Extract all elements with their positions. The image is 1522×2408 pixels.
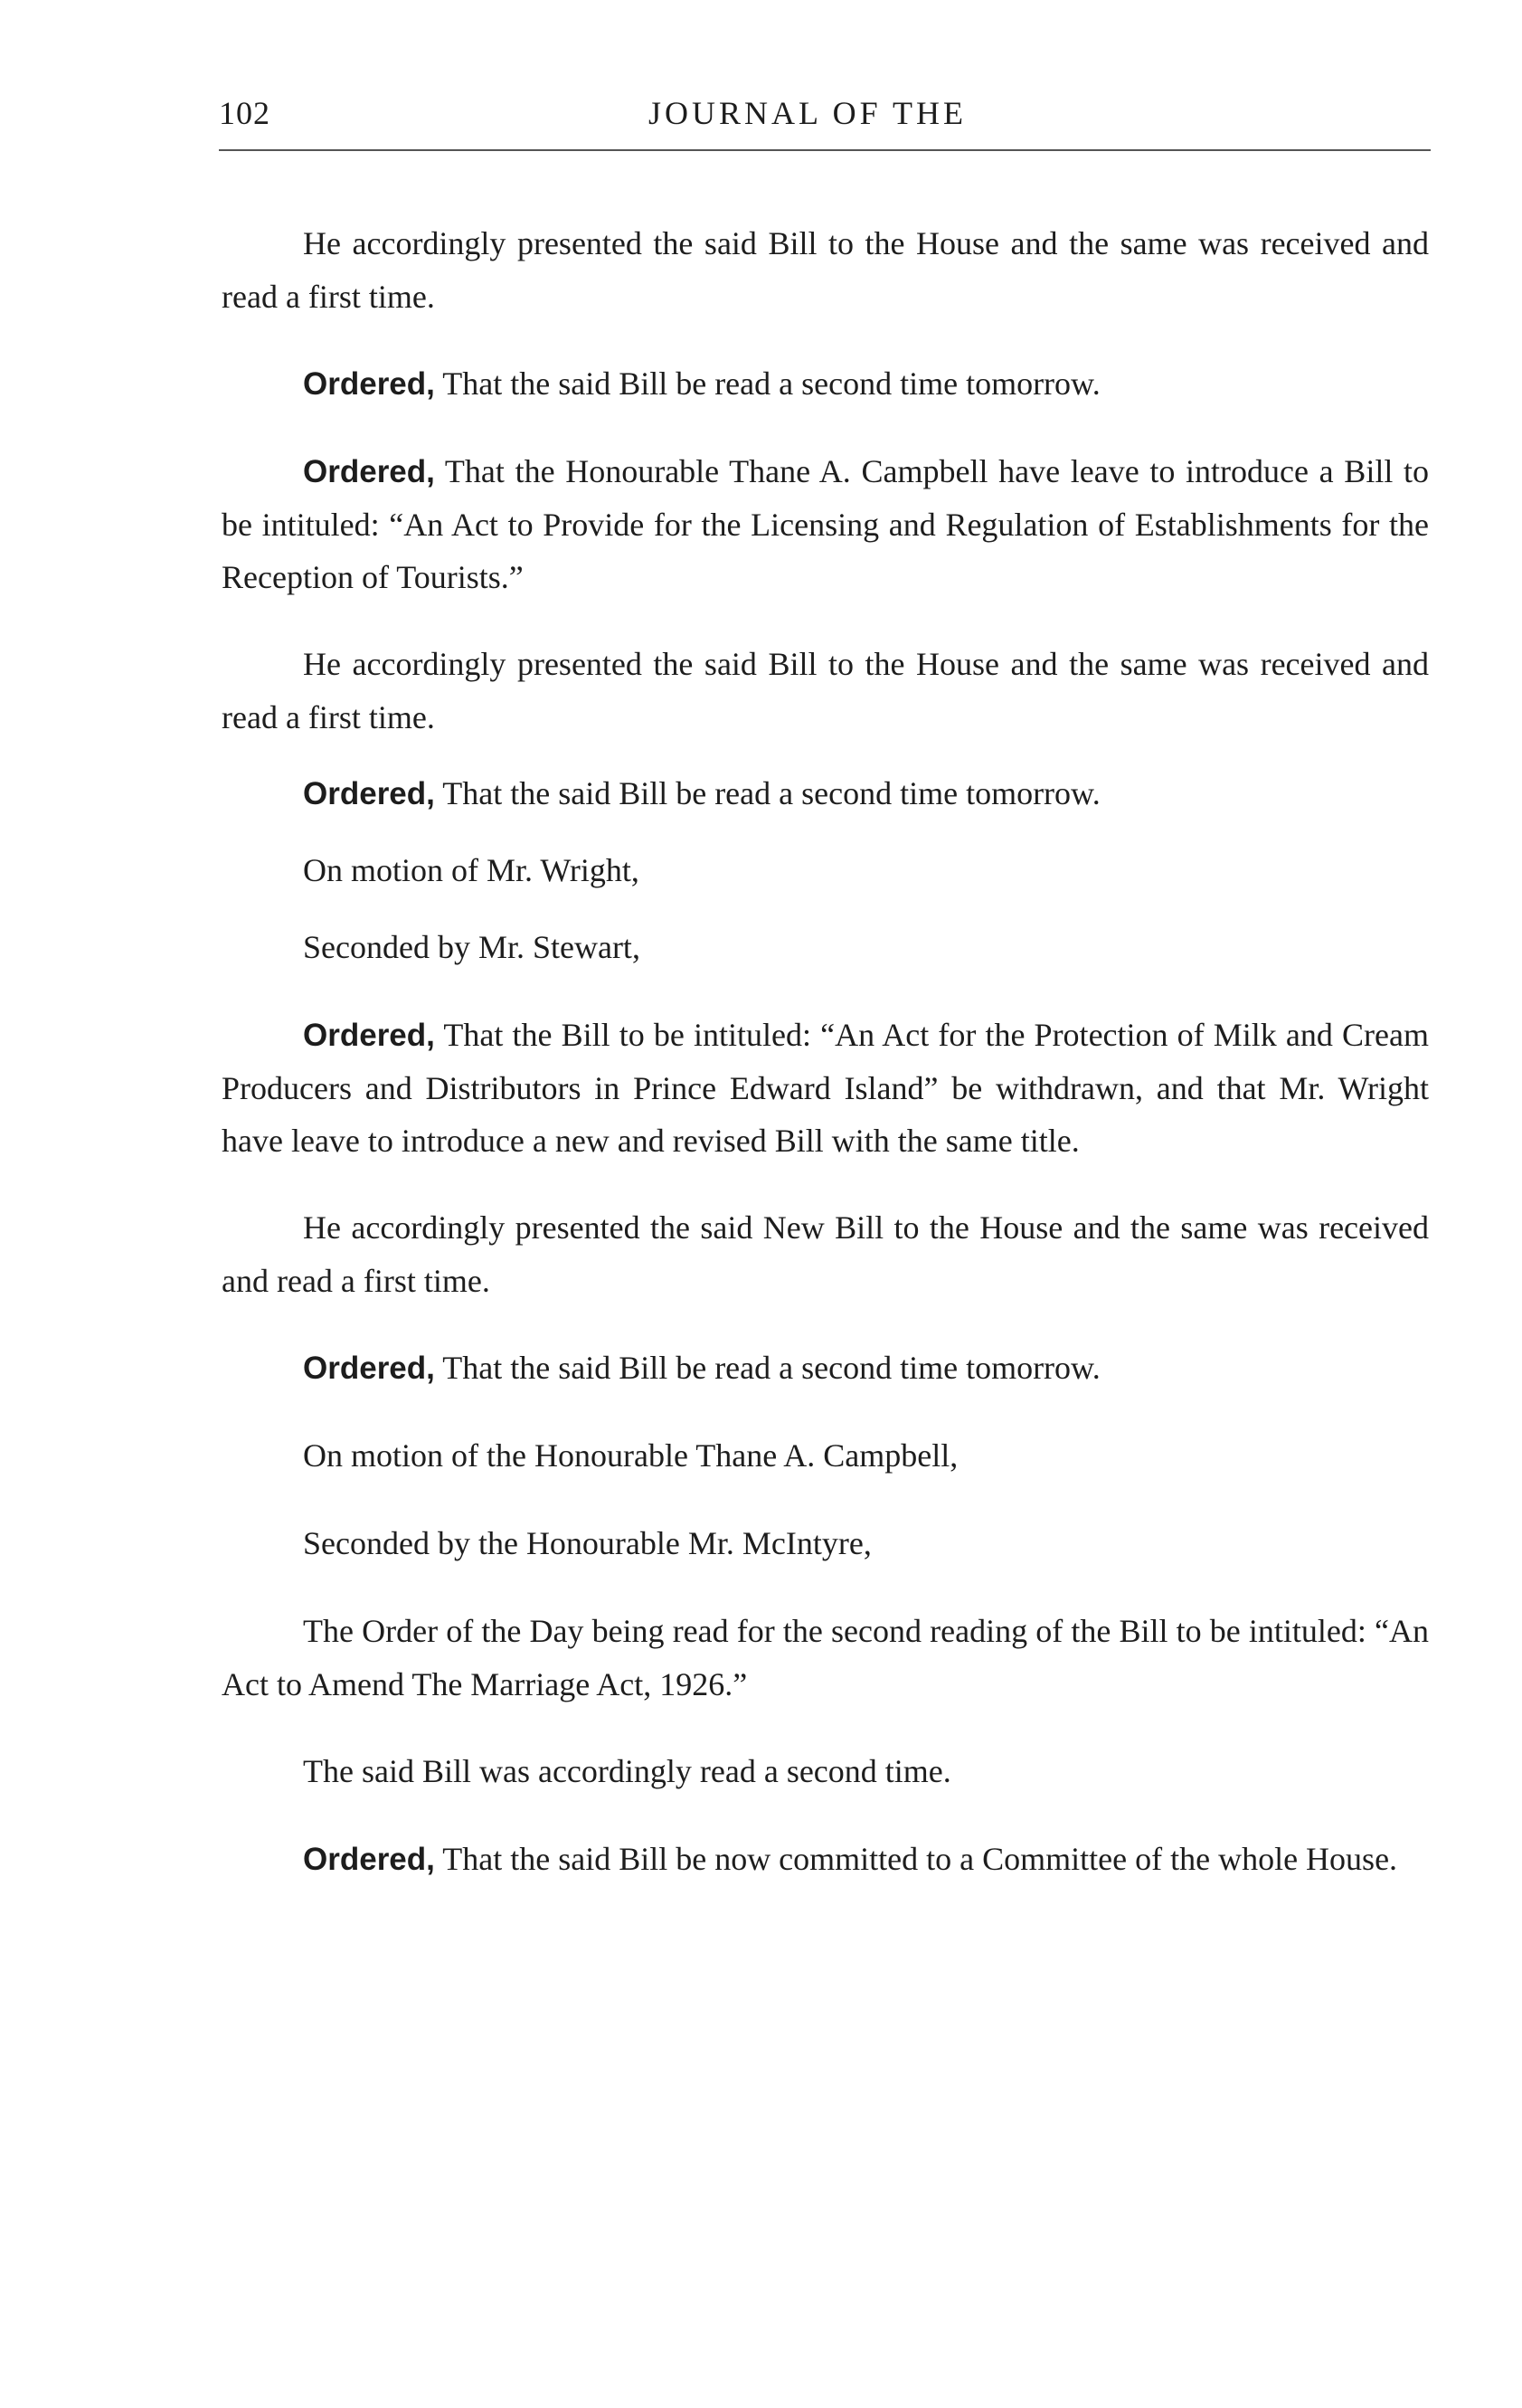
paragraph (222, 844, 1429, 897)
paragraph-text: He accordingly presented the said Bill to the House and the same was received and read a first time. (222, 646, 1429, 735)
paragraph-text: On motion of Mr. Wright, (303, 852, 639, 888)
paragraph (222, 1605, 1429, 1711)
journal-body (222, 217, 1429, 1886)
paragraph (222, 1745, 1429, 1798)
ordered-label: Ordered, (303, 1842, 435, 1877)
paragraph-text: Seconded by Mr. Stewart, (303, 929, 640, 965)
paragraph (222, 1201, 1429, 1307)
paragraph (222, 921, 1429, 974)
running-head: JOURNAL OF THE (648, 95, 968, 131)
paragraph-text: The said Bill was accordingly read a second time. (303, 1753, 951, 1789)
paragraph-text: That the Honourable Thane A. Campbell have leave to introduce a Bill to be intituled: “An Act to Provide for the Licensing and Regulation of Establishments for the Reception of Tourists.” (222, 453, 1429, 595)
paragraph-text: Seconded by the Honourable Mr. McIntyre, (303, 1525, 872, 1561)
ordered-label: Ordered, (303, 454, 435, 489)
paragraph (222, 217, 1429, 323)
paragraph (222, 1833, 1429, 1886)
ordered-label: Ordered, (303, 1351, 435, 1386)
header-rule (219, 149, 1431, 151)
paragraph-text: He accordingly presented the said New Bill to the House and the same was received and read a first time. (222, 1209, 1429, 1299)
paragraph (222, 357, 1429, 411)
paragraph-text: That the said Bill be read a second time tomorrow. (442, 365, 1101, 402)
paragraph (222, 1009, 1429, 1167)
paragraph (222, 1429, 1429, 1483)
paragraph (222, 767, 1429, 820)
paragraph-text: That the said Bill be read a second time tomorrow. (442, 775, 1101, 811)
page-number: 102 (219, 95, 270, 131)
ordered-label: Ordered, (303, 1018, 435, 1053)
paragraph-text: That the said Bill be read a second time tomorrow. (442, 1350, 1101, 1386)
paragraph-text: That the Bill to be intituled: “An Act for the Protection of Milk and Cream Producers and Distributors in Prince Edward Island” be withdrawn, and that Mr. Wright have leave to introduce a new and revised Bill with the same title. (222, 1017, 1429, 1159)
paragraph (222, 1517, 1429, 1570)
paragraph-text: He accordingly presented the said Bill to the House and the same was received and read a first time. (222, 225, 1429, 315)
paragraph-text: On motion of the Honourable Thane A. Campbell, (303, 1437, 959, 1474)
ordered-label: Ordered, (303, 366, 435, 402)
paragraph (222, 1341, 1429, 1395)
ordered-label: Ordered, (303, 776, 435, 811)
paragraph (222, 638, 1429, 744)
paragraph (222, 445, 1429, 603)
page-header (219, 94, 1431, 148)
paragraph-text: That the said Bill be now committed to a Committee of the whole House. (442, 1841, 1398, 1877)
paragraph-text: The Order of the Day being read for the second reading of the Bill to be intituled: “An Act to Amend The Marriage Act, 1926.” (222, 1613, 1429, 1702)
